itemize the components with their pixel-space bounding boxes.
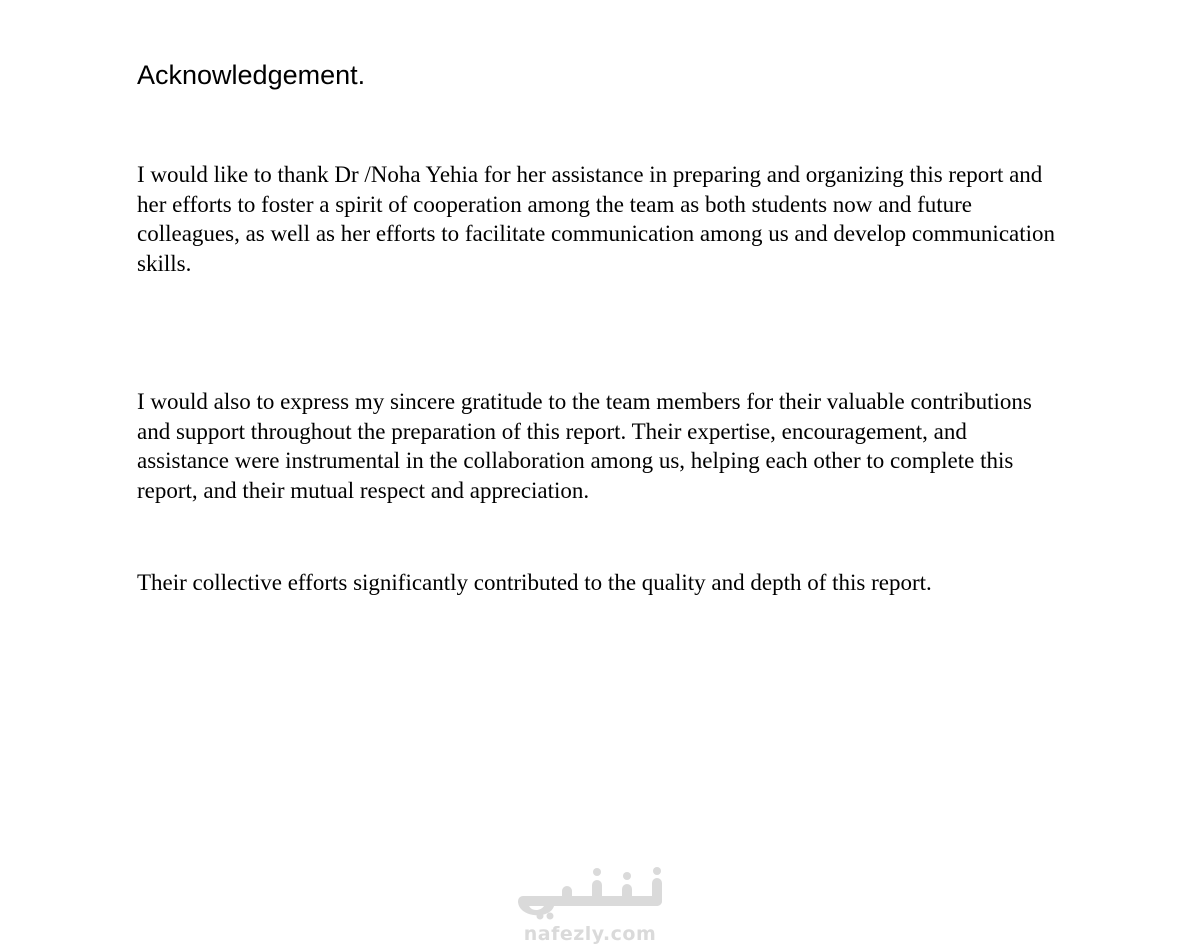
paragraph-thanks-supervisor: I would like to thank Dr /Noha Yehia for her assistance in preparing and organizing this report and her efforts to foster a spirit of cooperation among the team as both students now and future colleagues, as well as her efforts to facilitate communication among us and develop communication skills. xyxy=(137,162,1056,277)
paragraph-thanks-team: I would also to express my sincere gratitude to the team members for their valuable contributions and support throughout the preparation of this report. Their expertise, encouragement, and assistance were instrumental in the collaboration among us, helping each other to complete this report, and their mutual respect and appreciation. xyxy=(137,389,1032,504)
page-title: Acknowledgement. xyxy=(137,60,366,90)
watermark-logo xyxy=(510,866,670,948)
watermark-domain-text: nafezly.com xyxy=(523,923,657,945)
watermark-arabic-logo xyxy=(510,866,670,922)
paragraph-collective-efforts: Their collective efforts significantly contributed to the quality and depth of this report. xyxy=(137,570,932,595)
